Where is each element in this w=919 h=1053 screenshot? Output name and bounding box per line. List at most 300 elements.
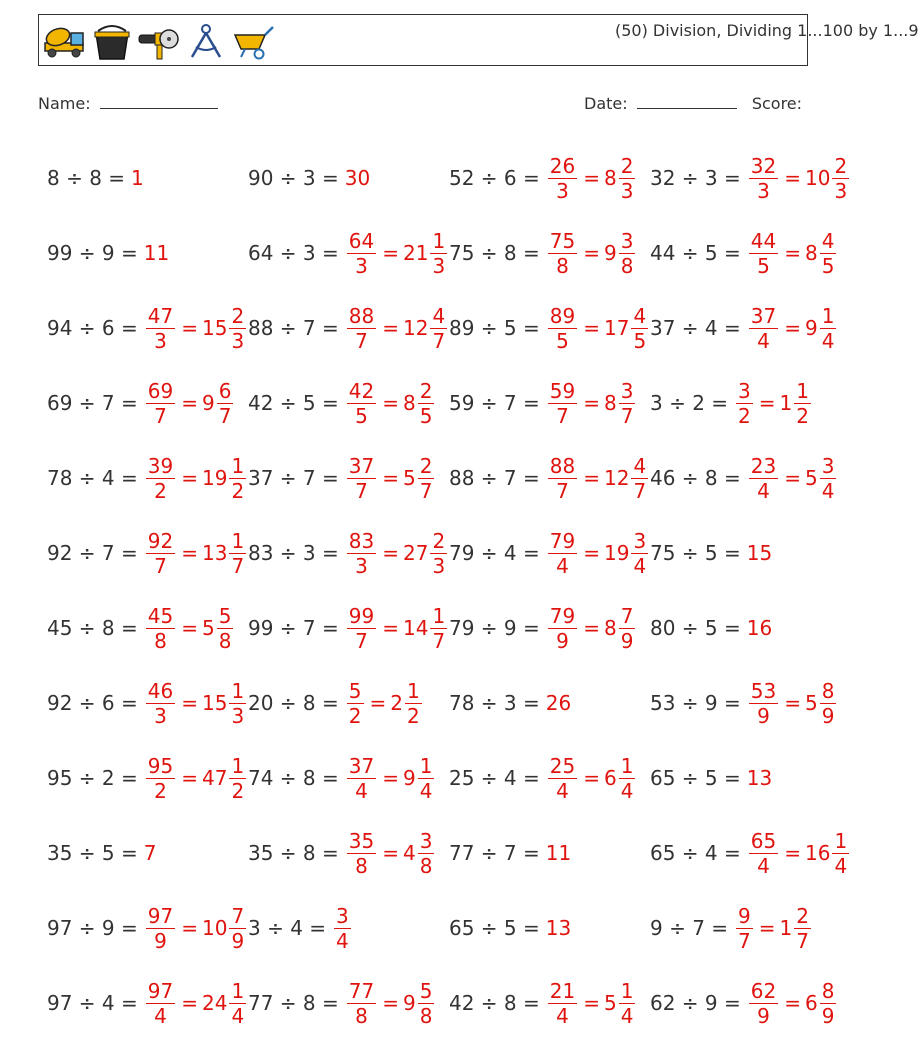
answer-mixed-fraction-denominator: 2 bbox=[231, 478, 245, 503]
date-blank bbox=[637, 92, 737, 109]
problem-answer bbox=[144, 453, 248, 503]
problem-answer bbox=[747, 541, 772, 565]
answer-fraction bbox=[548, 378, 577, 428]
problem-answer bbox=[747, 303, 839, 353]
answer-mixed-fraction-denominator: 4 bbox=[620, 1003, 634, 1028]
answer-fraction-numerator: 42 bbox=[348, 378, 375, 403]
problem-question: 52 ÷ 6 = bbox=[449, 166, 540, 190]
answer-fraction bbox=[749, 228, 778, 278]
answer-mixed-whole: 9 bbox=[804, 316, 818, 340]
problem-item bbox=[650, 601, 772, 655]
answer-fraction-denominator: 9 bbox=[757, 1003, 770, 1028]
answer-mixed-fraction-denominator: 8 bbox=[218, 628, 232, 653]
problem-answer bbox=[546, 228, 638, 278]
problem-answer bbox=[144, 303, 248, 353]
problem-item bbox=[449, 451, 650, 505]
answer-fraction bbox=[146, 303, 175, 353]
answer-mixed-fraction-denominator: 5 bbox=[419, 403, 433, 428]
answer-mixed-whole: 21 bbox=[402, 241, 429, 265]
problem-question: 83 ÷ 3 = bbox=[248, 541, 339, 565]
answer-mixed-fraction bbox=[631, 303, 648, 353]
problem-question: 37 ÷ 7 = bbox=[248, 466, 339, 490]
answer-fraction bbox=[146, 528, 175, 578]
answer-mixed-fraction-denominator: 9 bbox=[821, 703, 835, 728]
score-label: Score: bbox=[751, 94, 803, 113]
answer-mixed-fraction-numerator: 1 bbox=[231, 978, 245, 1003]
problem-question: 64 ÷ 3 = bbox=[248, 241, 339, 265]
problem-item bbox=[248, 226, 449, 280]
answer-mixed-fraction-denominator: 8 bbox=[620, 253, 634, 278]
answer-mixed-fraction-numerator: 1 bbox=[231, 678, 245, 703]
answer-mixed-fraction bbox=[418, 753, 435, 803]
answer-mixed-whole: 10 bbox=[804, 166, 831, 190]
answer-fraction-numerator: 69 bbox=[147, 378, 174, 403]
answer-fraction bbox=[347, 303, 376, 353]
answer-mixed-fraction bbox=[619, 378, 636, 428]
problem-answer bbox=[345, 603, 449, 653]
answer-mixed-fraction-numerator: 2 bbox=[620, 153, 634, 178]
answer-fraction-numerator: 9 bbox=[738, 903, 751, 928]
problem-question: 65 ÷ 5 = bbox=[449, 916, 540, 940]
equals-sign: = bbox=[181, 316, 198, 340]
answer-mixed-fraction bbox=[794, 378, 811, 428]
answer-fraction bbox=[146, 603, 175, 653]
answer-fraction bbox=[146, 903, 175, 953]
problem-answer bbox=[345, 378, 437, 428]
answer-mixed-fraction bbox=[217, 378, 234, 428]
problem-item bbox=[449, 976, 637, 1030]
equals-sign: = bbox=[784, 241, 801, 265]
problem-question: 44 ÷ 5 = bbox=[650, 241, 741, 265]
problem-item bbox=[449, 376, 637, 430]
problem-question: 53 ÷ 9 = bbox=[650, 691, 741, 715]
problem-item bbox=[449, 601, 637, 655]
answer-mixed-fraction bbox=[418, 978, 435, 1028]
problem-answer bbox=[747, 766, 772, 790]
answer-mixed-fraction-numerator: 4 bbox=[633, 453, 647, 478]
answer-fraction-numerator: 83 bbox=[348, 528, 375, 553]
answer-fraction-denominator: 2 bbox=[154, 478, 167, 503]
worksheet-title: (50) Division, Dividing 1...100 by 1...9 bbox=[615, 21, 919, 40]
problem-answer bbox=[546, 603, 638, 653]
problem-item bbox=[47, 151, 144, 205]
answer-mixed-whole: 9 bbox=[402, 991, 416, 1015]
answer-mixed-fraction bbox=[229, 528, 246, 578]
answer-mixed-fraction bbox=[619, 603, 636, 653]
equals-sign: = bbox=[181, 616, 198, 640]
problem-answer bbox=[546, 153, 638, 203]
answer-fraction-numerator: 64 bbox=[348, 228, 375, 253]
answer-mixed-fraction-denominator: 4 bbox=[419, 778, 433, 803]
problem-question: 32 ÷ 3 = bbox=[650, 166, 741, 190]
equals-sign: = bbox=[382, 841, 399, 865]
answer-fraction-numerator: 75 bbox=[549, 228, 576, 253]
answer-mixed-fraction bbox=[418, 378, 435, 428]
answer-fraction-denominator: 4 bbox=[757, 478, 770, 503]
answer-fraction-denominator: 7 bbox=[556, 403, 569, 428]
answer-mixed-fraction-denominator: 5 bbox=[633, 328, 647, 353]
equals-sign: = bbox=[583, 766, 600, 790]
answer-mixed-fraction bbox=[229, 978, 246, 1028]
problem-item bbox=[650, 301, 838, 355]
answer-fraction-denominator: 2 bbox=[348, 703, 362, 728]
answer-fraction bbox=[749, 828, 778, 878]
answer-mixed-fraction bbox=[631, 453, 648, 503]
answer-fraction bbox=[736, 378, 753, 428]
problem-item bbox=[47, 751, 248, 805]
problem-answer bbox=[131, 166, 144, 190]
answer-fraction-numerator: 32 bbox=[750, 153, 777, 178]
problem-item bbox=[650, 226, 838, 280]
answer-mixed-whole: 12 bbox=[603, 466, 630, 490]
answer-mixed-fraction bbox=[832, 153, 849, 203]
answer-fraction-denominator: 8 bbox=[355, 1003, 368, 1028]
answer-mixed-fraction-denominator: 4 bbox=[231, 1003, 245, 1028]
answer-fraction-denominator: 4 bbox=[556, 778, 569, 803]
equals-sign: = bbox=[583, 241, 600, 265]
answer-fraction bbox=[146, 378, 175, 428]
problem-question: 79 ÷ 9 = bbox=[449, 616, 540, 640]
answer-mixed-fraction-numerator: 1 bbox=[419, 753, 433, 778]
problem-item bbox=[248, 676, 424, 730]
problem-item bbox=[47, 451, 248, 505]
problem-answer bbox=[345, 828, 437, 878]
problem-item bbox=[650, 901, 813, 955]
answer-mixed-fraction-denominator: 3 bbox=[620, 178, 634, 203]
cement-mixer-truck-icon bbox=[43, 23, 87, 61]
problem-question: 9 ÷ 7 = bbox=[650, 916, 729, 940]
answer-mixed-whole: 6 bbox=[804, 991, 818, 1015]
problem-question: 74 ÷ 8 = bbox=[248, 766, 339, 790]
answer-whole: 16 bbox=[746, 616, 773, 640]
answer-mixed-fraction-denominator: 4 bbox=[821, 328, 835, 353]
answer-fraction-denominator: 4 bbox=[154, 1003, 167, 1028]
answer-mixed-fraction-numerator: 1 bbox=[620, 978, 634, 1003]
problem-item bbox=[650, 376, 813, 430]
answer-mixed-fraction-denominator: 4 bbox=[620, 778, 634, 803]
problem-question: 77 ÷ 8 = bbox=[248, 991, 339, 1015]
problem-question: 97 ÷ 9 = bbox=[47, 916, 138, 940]
answer-fraction-numerator: 88 bbox=[549, 453, 576, 478]
problem-question: 79 ÷ 4 = bbox=[449, 541, 540, 565]
answer-mixed-whole: 5 bbox=[804, 691, 818, 715]
answer-fraction-denominator: 7 bbox=[738, 928, 751, 953]
answer-mixed-fraction bbox=[430, 228, 447, 278]
problem-item bbox=[47, 676, 248, 730]
answer-fraction-numerator: 46 bbox=[147, 678, 174, 703]
answer-fraction bbox=[749, 303, 778, 353]
answer-fraction-denominator: 7 bbox=[154, 403, 167, 428]
answer-fraction bbox=[749, 678, 778, 728]
problem-answer bbox=[144, 603, 236, 653]
answer-fraction-denominator: 7 bbox=[556, 478, 569, 503]
problem-item bbox=[650, 751, 772, 805]
equals-sign: = bbox=[583, 391, 600, 415]
problem-answer bbox=[144, 678, 248, 728]
answer-mixed-fraction-numerator: 8 bbox=[821, 678, 835, 703]
answer-fraction bbox=[347, 978, 376, 1028]
answer-mixed-fraction bbox=[430, 303, 447, 353]
equals-sign: = bbox=[784, 991, 801, 1015]
answer-fraction bbox=[146, 978, 175, 1028]
answer-mixed-fraction bbox=[229, 903, 246, 953]
equals-sign: = bbox=[583, 316, 600, 340]
answer-fraction bbox=[548, 528, 577, 578]
answer-mixed-fraction-numerator: 4 bbox=[821, 228, 835, 253]
answer-mixed-fraction-denominator: 8 bbox=[419, 853, 433, 878]
problem-item bbox=[47, 526, 248, 580]
answer-fraction-numerator: 25 bbox=[549, 753, 576, 778]
equals-sign: = bbox=[181, 466, 198, 490]
answer-fraction-numerator: 89 bbox=[549, 303, 576, 328]
answer-fraction-denominator: 2 bbox=[738, 403, 751, 428]
answer-fraction-denominator: 5 bbox=[355, 403, 368, 428]
answer-mixed-fraction-denominator: 3 bbox=[834, 178, 848, 203]
problem-question: 90 ÷ 3 = bbox=[248, 166, 339, 190]
answer-fraction-numerator: 3 bbox=[336, 903, 349, 928]
answer-whole: 11 bbox=[545, 841, 572, 865]
answer-mixed-fraction bbox=[820, 678, 837, 728]
problem-answer bbox=[546, 303, 650, 353]
answer-fraction-numerator: 39 bbox=[147, 453, 174, 478]
problem-question: 89 ÷ 5 = bbox=[449, 316, 540, 340]
problem-item bbox=[449, 226, 637, 280]
problem-answer bbox=[144, 753, 248, 803]
answer-fraction-denominator: 4 bbox=[757, 328, 770, 353]
problem-question: 99 ÷ 9 = bbox=[47, 241, 138, 265]
answer-mixed-whole: 19 bbox=[201, 466, 228, 490]
answer-fraction bbox=[146, 678, 175, 728]
problem-answer bbox=[747, 828, 851, 878]
answer-fraction-numerator: 26 bbox=[549, 153, 576, 178]
answer-mixed-fraction bbox=[405, 678, 422, 728]
answer-mixed-whole: 13 bbox=[201, 541, 228, 565]
answer-mixed-whole: 9 bbox=[402, 766, 416, 790]
answer-mixed-whole: 9 bbox=[603, 241, 617, 265]
answer-mixed-fraction-numerator: 1 bbox=[231, 453, 245, 478]
answer-fraction-denominator: 8 bbox=[355, 853, 368, 878]
problem-answer bbox=[144, 903, 248, 953]
answer-mixed-fraction bbox=[619, 753, 636, 803]
answer-fraction-denominator: 8 bbox=[556, 253, 569, 278]
problem-answer bbox=[144, 241, 169, 265]
answer-mixed-fraction-numerator: 2 bbox=[231, 303, 245, 328]
answer-mixed-whole: 15 bbox=[201, 316, 228, 340]
problem-item bbox=[449, 676, 571, 730]
answer-mixed-fraction-numerator: 1 bbox=[432, 228, 446, 253]
answer-mixed-fraction-denominator: 3 bbox=[432, 553, 446, 578]
answer-fraction-denominator: 2 bbox=[154, 778, 167, 803]
answer-fraction bbox=[548, 303, 577, 353]
answer-mixed-whole: 17 bbox=[603, 316, 630, 340]
problem-question: 75 ÷ 5 = bbox=[650, 541, 741, 565]
answer-fraction-numerator: 5 bbox=[348, 678, 362, 703]
answer-mixed-fraction-denominator: 2 bbox=[407, 703, 420, 728]
problem-question: 37 ÷ 4 = bbox=[650, 316, 741, 340]
answer-mixed-whole: 2 bbox=[390, 691, 403, 715]
answer-fraction-numerator: 95 bbox=[147, 753, 174, 778]
answer-mixed-fraction-numerator: 3 bbox=[620, 378, 634, 403]
answer-fraction bbox=[548, 603, 577, 653]
answer-fraction-denominator: 7 bbox=[355, 328, 368, 353]
problem-item bbox=[47, 826, 157, 880]
problem-item bbox=[449, 526, 650, 580]
problem-answer bbox=[747, 453, 839, 503]
answer-mixed-fraction-denominator: 9 bbox=[620, 628, 634, 653]
equals-sign: = bbox=[181, 691, 198, 715]
answer-fraction-numerator: 97 bbox=[147, 978, 174, 1003]
problem-question: 94 ÷ 6 = bbox=[47, 316, 138, 340]
answer-mixed-whole: 9 bbox=[201, 391, 215, 415]
answer-fraction-numerator: 97 bbox=[147, 903, 174, 928]
answer-mixed-fraction-denominator: 3 bbox=[432, 253, 446, 278]
problem-question: 46 ÷ 8 = bbox=[650, 466, 741, 490]
answer-mixed-fraction-numerator: 3 bbox=[419, 828, 433, 853]
answer-mixed-fraction-numerator: 2 bbox=[796, 903, 810, 928]
name-field bbox=[38, 92, 218, 113]
answer-fraction-numerator: 21 bbox=[549, 978, 576, 1003]
equals-sign: = bbox=[583, 616, 600, 640]
answer-mixed-fraction-denominator: 2 bbox=[796, 403, 810, 428]
answer-mixed-fraction-numerator: 7 bbox=[231, 903, 245, 928]
problem-answer bbox=[546, 841, 571, 865]
problem-question: 20 ÷ 8 = bbox=[248, 691, 339, 715]
equals-sign: = bbox=[181, 541, 198, 565]
answer-mixed-fraction-numerator: 2 bbox=[419, 453, 433, 478]
answer-fraction-denominator: 4 bbox=[355, 778, 368, 803]
answer-mixed-fraction-denominator: 9 bbox=[821, 1003, 835, 1028]
answer-fraction-numerator: 3 bbox=[738, 378, 751, 403]
problem-item bbox=[47, 901, 248, 955]
answer-mixed-fraction-denominator: 7 bbox=[620, 403, 634, 428]
answer-fraction-numerator: 77 bbox=[348, 978, 375, 1003]
compass-icon bbox=[184, 23, 228, 61]
problem-question: 65 ÷ 4 = bbox=[650, 841, 741, 865]
answer-mixed-fraction-denominator: 4 bbox=[834, 853, 848, 878]
answer-fraction-denominator: 4 bbox=[556, 1003, 569, 1028]
answer-mixed-whole: 27 bbox=[402, 541, 429, 565]
equals-sign: = bbox=[784, 691, 801, 715]
answer-mixed-whole: 15 bbox=[201, 691, 228, 715]
answer-fraction-numerator: 79 bbox=[549, 528, 576, 553]
answer-mixed-fraction-numerator: 7 bbox=[620, 603, 634, 628]
answer-mixed-whole: 5 bbox=[402, 466, 416, 490]
answer-mixed-whole: 6 bbox=[603, 766, 617, 790]
problem-answer bbox=[734, 903, 813, 953]
answer-mixed-fraction-denominator: 4 bbox=[821, 478, 835, 503]
answer-mixed-fraction bbox=[619, 978, 636, 1028]
answer-mixed-fraction-numerator: 3 bbox=[620, 228, 634, 253]
answer-fraction-numerator: 92 bbox=[147, 528, 174, 553]
answer-mixed-whole: 1 bbox=[779, 391, 793, 415]
answer-mixed-fraction-numerator: 2 bbox=[834, 153, 848, 178]
answer-mixed-fraction-denominator: 7 bbox=[419, 478, 433, 503]
equals-sign: = bbox=[382, 541, 399, 565]
answer-mixed-fraction bbox=[430, 528, 447, 578]
problem-answer bbox=[144, 841, 157, 865]
answer-fraction bbox=[548, 753, 577, 803]
equals-sign: = bbox=[583, 466, 600, 490]
equals-sign: = bbox=[583, 991, 600, 1015]
equals-sign: = bbox=[583, 166, 600, 190]
equals-sign: = bbox=[181, 391, 198, 415]
equals-sign: = bbox=[758, 916, 776, 940]
equals-sign: = bbox=[784, 841, 801, 865]
answer-fraction bbox=[347, 828, 376, 878]
problem-item bbox=[449, 826, 571, 880]
equals-sign: = bbox=[181, 766, 198, 790]
answer-fraction-denominator: 3 bbox=[154, 328, 167, 353]
problem-answer bbox=[345, 528, 449, 578]
problem-item bbox=[248, 451, 436, 505]
answer-mixed-whole: 14 bbox=[402, 616, 429, 640]
problem-answer bbox=[546, 528, 650, 578]
answer-mixed-fraction bbox=[229, 678, 246, 728]
answer-mixed-fraction-numerator: 5 bbox=[419, 978, 433, 1003]
answer-mixed-whole: 8 bbox=[603, 166, 617, 190]
answer-whole: 13 bbox=[746, 766, 773, 790]
answer-mixed-fraction bbox=[832, 828, 849, 878]
answer-fraction bbox=[347, 678, 364, 728]
answer-fraction-denominator: 9 bbox=[556, 628, 569, 653]
answer-fraction-numerator: 79 bbox=[549, 603, 576, 628]
problem-question: 78 ÷ 3 = bbox=[449, 691, 540, 715]
answer-whole: 7 bbox=[143, 841, 157, 865]
problem-question: 80 ÷ 5 = bbox=[650, 616, 741, 640]
answer-fraction-numerator: 44 bbox=[750, 228, 777, 253]
answer-mixed-fraction-numerator: 5 bbox=[218, 603, 232, 628]
problem-question: 69 ÷ 7 = bbox=[47, 391, 138, 415]
answer-fraction bbox=[347, 228, 376, 278]
problem-answer bbox=[747, 153, 851, 203]
answer-fraction-denominator: 3 bbox=[556, 178, 569, 203]
problem-item bbox=[248, 376, 436, 430]
answer-fraction bbox=[347, 378, 376, 428]
answer-fraction-numerator: 37 bbox=[750, 303, 777, 328]
answer-fraction-denominator: 7 bbox=[154, 553, 167, 578]
problem-item bbox=[47, 301, 248, 355]
answer-whole: 13 bbox=[545, 916, 572, 940]
answer-fraction-numerator: 65 bbox=[750, 828, 777, 853]
answer-mixed-fraction-denominator: 8 bbox=[419, 1003, 433, 1028]
answer-mixed-whole: 24 bbox=[201, 991, 228, 1015]
answer-mixed-fraction bbox=[418, 453, 435, 503]
problem-answer bbox=[144, 378, 236, 428]
answer-mixed-whole: 8 bbox=[402, 391, 416, 415]
answer-mixed-whole: 47 bbox=[201, 766, 228, 790]
problem-item bbox=[650, 451, 838, 505]
problem-answer bbox=[734, 378, 813, 428]
problem-item bbox=[650, 676, 838, 730]
answer-mixed-fraction-numerator: 1 bbox=[231, 753, 245, 778]
answer-whole: 15 bbox=[746, 541, 773, 565]
answer-mixed-whole: 8 bbox=[804, 241, 818, 265]
name-blank bbox=[100, 92, 218, 109]
answer-fraction-denominator: 4 bbox=[757, 853, 770, 878]
answer-fraction-denominator: 3 bbox=[355, 253, 368, 278]
equals-sign: = bbox=[382, 766, 399, 790]
answer-mixed-fraction bbox=[820, 453, 837, 503]
problem-question: 25 ÷ 4 = bbox=[449, 766, 540, 790]
problem-question: 75 ÷ 8 = bbox=[449, 241, 540, 265]
answer-fraction-denominator: 4 bbox=[336, 928, 349, 953]
answer-mixed-fraction-denominator: 9 bbox=[231, 928, 245, 953]
answer-mixed-fraction-denominator: 7 bbox=[432, 328, 446, 353]
answer-fraction-numerator: 99 bbox=[348, 603, 375, 628]
answer-mixed-fraction-denominator: 7 bbox=[432, 628, 446, 653]
answer-fraction-denominator: 9 bbox=[757, 703, 770, 728]
answer-mixed-fraction-numerator: 4 bbox=[432, 303, 446, 328]
